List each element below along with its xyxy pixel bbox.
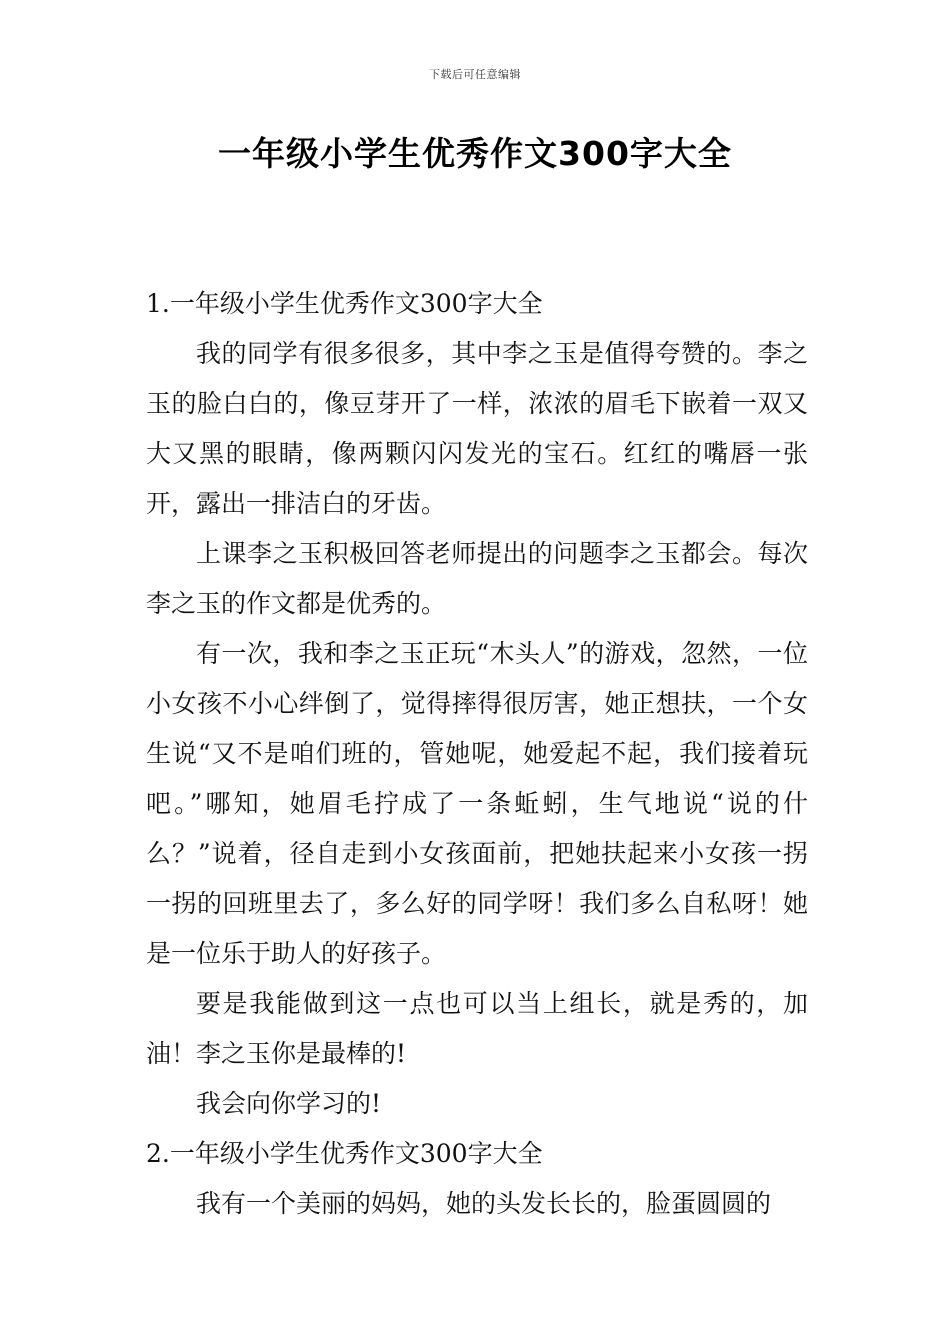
section-heading: 2.一年级小学生优秀作文300字大全 bbox=[146, 1139, 543, 1168]
paragraph: 要是我能做到这一点也可以当上组长，就是秀的，加油！李之玉你是最棒的! bbox=[146, 989, 808, 1068]
document-title: 一年级小学生优秀作文300字大全 bbox=[218, 134, 732, 173]
section-heading: 1.一年级小学生优秀作文300字大全 bbox=[146, 289, 543, 318]
paragraph: 我有一个美丽的妈妈，她的头发长长的，脸蛋圆圆的 bbox=[196, 1189, 772, 1218]
paragraph: 我的同学有很多很多，其中李之玉是值得夸赞的。李之玉的脸白白的，像豆芽开了一样，浓浓的眉毛下嵌着一双又大又黑的眼睛，像两颗闪闪发光的宝石。红红的嘴唇一张开，露出一排洁白的牙齿。 bbox=[146, 339, 808, 518]
paragraph: 有一次，我和李之玉正玩“木头人”的游戏，忽然，一位小女孩不小心绊倒了，觉得摔得很厉害，她正想扶，一个女生说“又不是咱们班的，管她呢，她爱起不起，我们接着玩吧。”哪知，她眉毛拧成了一条蚯蚓，生气地说“说的什么？”说着，径自走到小女孩面前，把她扶起来小女孩一拐一拐的回班里去了，多么好的同学呀！我们多么自私呀！她是一位乐于助人的好孩子。 bbox=[146, 639, 808, 968]
paragraph: 上课李之玉积极回答老师提出的问题李之玉都会。每次李之玉的作文都是优秀的。 bbox=[146, 539, 808, 618]
document-body bbox=[146, 279, 808, 1229]
page-header-note: 下载后可任意编辑 bbox=[429, 68, 521, 81]
essay-section-2 bbox=[146, 1129, 808, 1229]
essay-section-1 bbox=[146, 279, 808, 1129]
paragraph: 我会向你学习的! bbox=[196, 1089, 382, 1118]
